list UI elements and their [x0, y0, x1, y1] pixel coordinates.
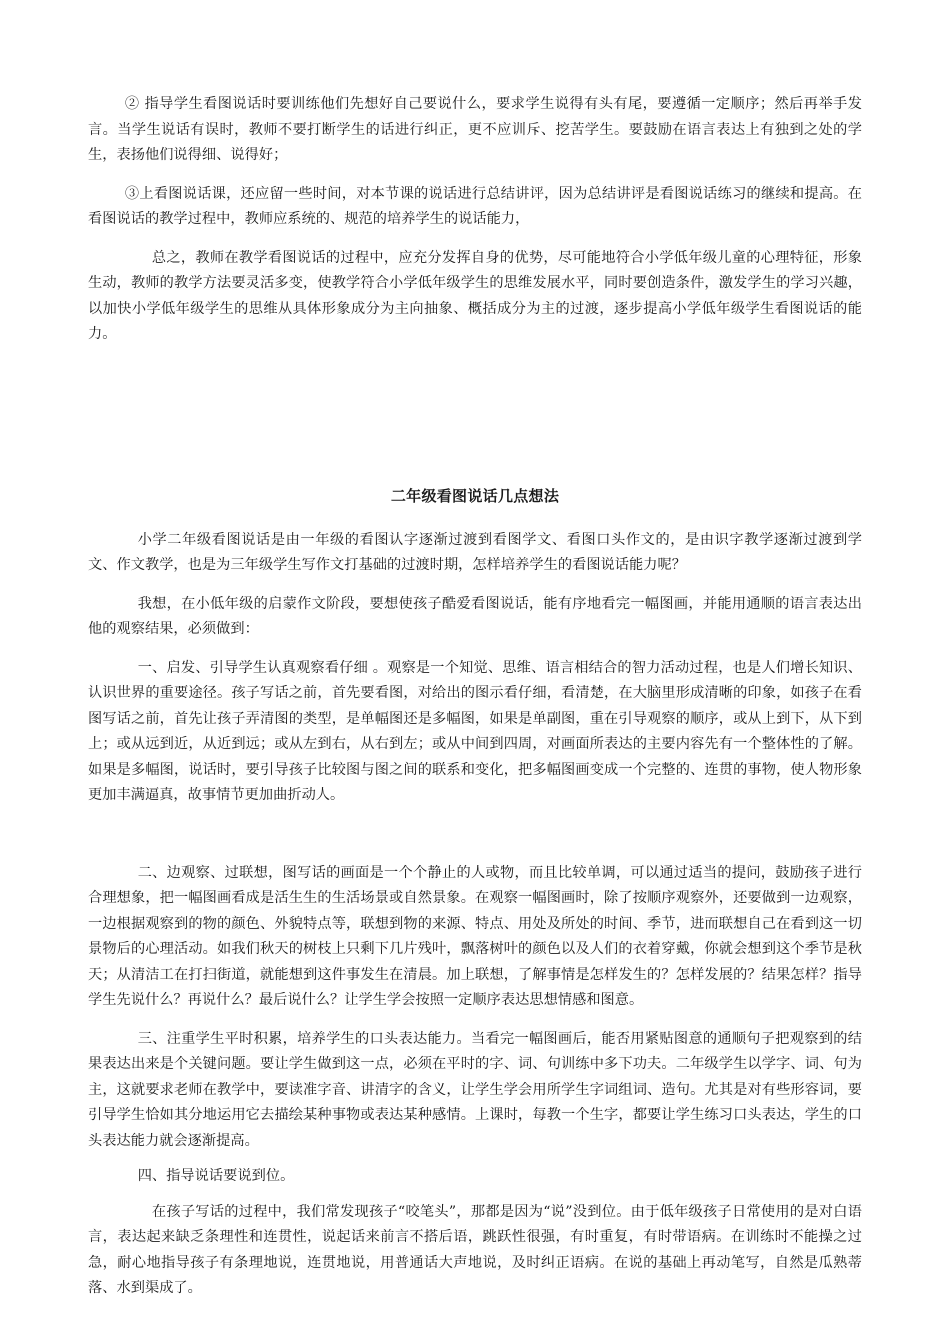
- section-1-observe: 一、启发、引导学生认真观察看仔细 。观察是一个知觉、思维、语言相结合的智力活动过程，也是人们增长知识、认识世界的重要途径。孩子写话之前，首先要看图，对给出的图示看仔细，看清楚，在大脑里形成清晰的印象，如孩子在看图写话之前，首先让孩子弄清图的类型，是单幅图还是多幅图，如果是单副图，重在引导观察的顺序，或从上到下，从下到上；或从远到近，从近到远；或从左到右，从右到左；或从中间到四周，对画面所表达的主要内容先有一个整体性的了解。如果是多幅图，说话时，要引导孩子比较图与图之间的联系和变化，把多幅图画变成一个完整的、连贯的事物，使人物形象更加丰满逼真，故事情节更加曲折动人。: [88, 659, 862, 803]
- section-2-imagine: 二、边观察、过联想，图写话的画面是一个个静止的人或物，而且比较单调，可以通过适当的提问，鼓励孩子进行合理想象，把一幅图画看成是活生生的生活场景或自然景象。在观察一幅图画时，除了按顺序观察外，还要做到一边观察，一边根据观察到的物的颜色、外貌特点等，联想到物的来源、特点、用处及所处的时间、季节，进而联想自己在看到这一切景物后的心理活动。如我们秋天的树枝上只剩下几片残叶，飘落树叶的颜色以及人们的衣着穿戴，你就会想到这个季节是秋天；从清洁工在打扫街道，就能想到这件事发生在清晨。加上联想，了解事情是怎样发生的？怎样发展的？结果怎样？指导学生先说什么？再说什么？最后说什么？让学生学会按照一定顺序表达思想情感和图意。: [88, 864, 862, 1008]
- document-page: [88, 92, 862, 1302]
- paragraph-guide-speaking: ② 指导学生看图说话时要训练他们先想好自己要说什么，要求学生说得有头有尾，要遵循一定顺序；然后再举手发言。当学生说话有误时，教师不要打断学生的话进行纠正，更不应训斥、挖苦学生。要鼓励在语言表达上有独到之处的学生，表扬他们说得细、说得好；: [88, 96, 862, 163]
- paragraph-intro-2: 我想，在小低年级的启蒙作文阶段，要想使孩子酷爱看图说话，能有序地看完一幅图画，并能用通顺的语言表达出他的观察结果，必须做到：: [88, 595, 862, 637]
- paragraph-summary-review: ③上看图说话课，还应留一些时间，对本节课的说话进行总结讲评，因为总结讲评是看图说话练习的继续和提高。在看图说话的教学过程中，教师应系统的、规范的培养学生的说话能力，: [88, 185, 862, 227]
- section-4-body: 在孩子写话的过程中，我们常发现孩子“咬笔头”，那都是因为“说”没到位。由于低年级孩子日常使用的是对白语言，表达起来缺乏条理性和连贯性，说起话来前言不搭后语，跳跃性很强，有时重复，有时带语病。在训练时不能操之过急，耐心地指导孩子有条理地说，连贯地说，用普通话大声地说，及时纠正语病。在说的基础上再动笔写，自然是瓜熟蒂落、水到渠成了。: [88, 1203, 862, 1296]
- article-title: 二年级看图说话几点想法: [390, 486, 560, 505]
- paragraph-conclusion: 总之，教师在教学看图说话的过程中，应充分发挥自身的优势，尽可能地符合小学低年级儿童的心理特征，形象生动，教师的教学方法要灵活多变，使教学符合小学低年级学生的思维发展水平，同时要创造条件，激发学生的学习兴趣，以加快小学低年级学生的思维从具体形象成分为主向抽象、概括成分为主的过渡，逐步提高小学低年级学生看图说话的能力。: [88, 249, 862, 342]
- section-4-heading: 四、指导说话要说到位。: [137, 1168, 295, 1184]
- paragraph-intro-1: 小学二年级看图说话是由一年级的看图认字逐渐过渡到看图学文、看图口头作文的，是由识字教学逐渐过渡到学文、作文教学，也是为三年级学生写作文打基础的过渡时期，怎样培养学生的看图说话能力呢？: [88, 531, 862, 573]
- section-3-accumulate: 三、注重学生平时积累，培养学生的口头表达能力。当看完一幅图画后，能否用紧贴图意的通顺句子把观察到的结果表达出来是个关键问题。要让学生做到这一点，必须在平时的字、词、句训练中多下功夫。二年级学生以学字、词、句为主，这就要求老师在教学中，要读准字音、讲清字的含义，让学生学会用所学生字词组词、造句。尤其是对有些形容词，要引导学生恰如其分地运用它去描绘某种事物或表达某种感情。上课时，每教一个生字，都要让学生练习口头表达，学生的口头表达能力就会逐渐提高。: [88, 1030, 862, 1149]
